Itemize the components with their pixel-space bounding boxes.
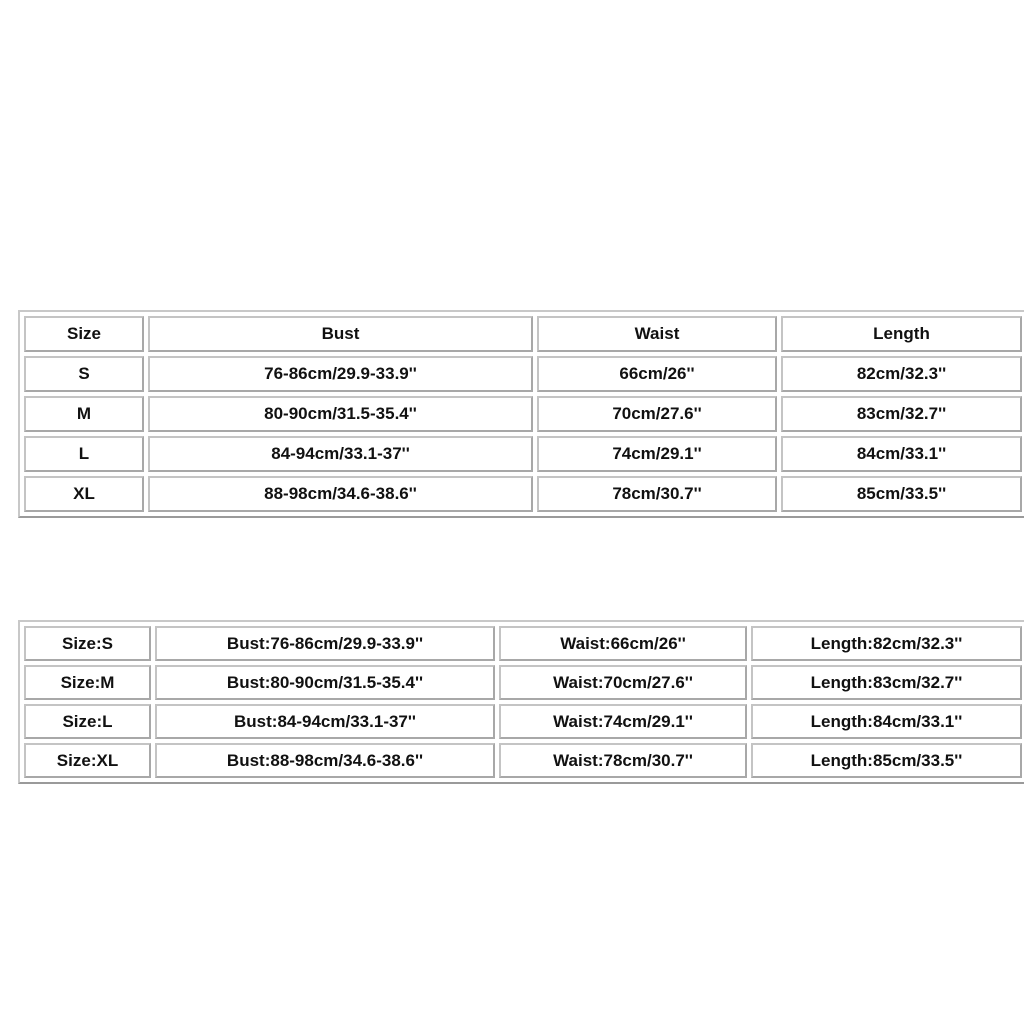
- cell-bust: 76-86cm/29.9-33.9'': [148, 356, 533, 392]
- cell-length: Length:83cm/32.7'': [751, 665, 1022, 700]
- table-row: [24, 476, 1022, 512]
- cell-length: 84cm/33.1'': [781, 436, 1022, 472]
- cell-waist: 78cm/30.7'': [537, 476, 777, 512]
- header-bust: Bust: [148, 316, 533, 352]
- cell-waist: 70cm/27.6'': [537, 396, 777, 432]
- cell-bust: Bust:88-98cm/34.6-38.6'': [155, 743, 495, 778]
- cell-size: Size:M: [24, 665, 151, 700]
- cell-waist: 66cm/26'': [537, 356, 777, 392]
- cell-bust: Bust:76-86cm/29.9-33.9'': [155, 626, 495, 661]
- table-header-row: [24, 316, 1022, 352]
- cell-bust: Bust:84-94cm/33.1-37'': [155, 704, 495, 739]
- table-row: [24, 743, 1022, 778]
- cell-size: Size:XL: [24, 743, 151, 778]
- cell-bust: 84-94cm/33.1-37'': [148, 436, 533, 472]
- cell-bust: 80-90cm/31.5-35.4'': [148, 396, 533, 432]
- cell-waist: Waist:66cm/26'': [499, 626, 747, 661]
- cell-length: Length:82cm/32.3'': [751, 626, 1022, 661]
- cell-length: 82cm/32.3'': [781, 356, 1022, 392]
- cell-size: Size:L: [24, 704, 151, 739]
- cell-waist: Waist:74cm/29.1'': [499, 704, 747, 739]
- table-row: [24, 396, 1022, 432]
- header-waist: Waist: [537, 316, 777, 352]
- cell-length: 85cm/33.5'': [781, 476, 1022, 512]
- cell-size: XL: [24, 476, 144, 512]
- cell-length: 83cm/32.7'': [781, 396, 1022, 432]
- size-chart-labeled-table: [18, 620, 1024, 784]
- cell-size: S: [24, 356, 144, 392]
- cell-length: Length:84cm/33.1'': [751, 704, 1022, 739]
- table-row: [24, 356, 1022, 392]
- header-length: Length: [781, 316, 1022, 352]
- cell-waist: 74cm/29.1'': [537, 436, 777, 472]
- table-row: [24, 436, 1022, 472]
- table-row: [24, 665, 1022, 700]
- table-row: [24, 626, 1022, 661]
- table-row: [24, 704, 1022, 739]
- cell-waist: Waist:78cm/30.7'': [499, 743, 747, 778]
- cell-size: Size:S: [24, 626, 151, 661]
- size-chart-table: [18, 310, 1024, 518]
- cell-bust: 88-98cm/34.6-38.6'': [148, 476, 533, 512]
- cell-length: Length:85cm/33.5'': [751, 743, 1022, 778]
- cell-bust: Bust:80-90cm/31.5-35.4'': [155, 665, 495, 700]
- cell-waist: Waist:70cm/27.6'': [499, 665, 747, 700]
- cell-size: M: [24, 396, 144, 432]
- header-size: Size: [24, 316, 144, 352]
- cell-size: L: [24, 436, 144, 472]
